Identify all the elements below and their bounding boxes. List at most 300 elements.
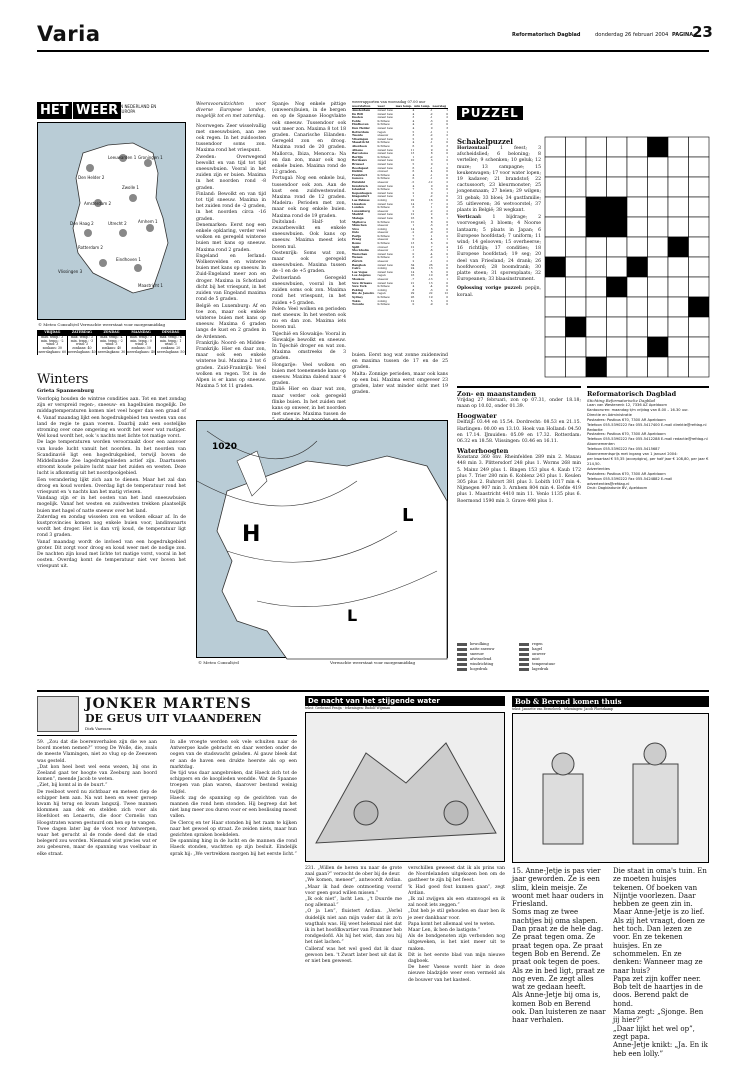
legend-label: hagel [532,647,543,651]
weather-cell: zonnig [377,287,387,292]
crossword-cell[interactable] [648,297,669,317]
header-date: donderdag 26 februari 2004 [595,32,669,38]
weather-cell: Helsinki [352,179,366,184]
forecast-cell: wind: 3 [97,343,127,347]
weather-cell: 0 [446,251,448,256]
crossword-cell[interactable] [545,317,566,337]
verticaal-clues: 1 bijdrage; 2 voorvoegsel; 3 bloem; 4 Noorse lantaarn; 5 plaats in Japan; 6 Europese hoofdstad; 7 uniform; 11 wind; 14 gelooven; 15 overheerse; 16 richtlijn; 17 condities; 18 Europese hoofdstad; 19 seg; 20 deel van Friesland; 24 drank; 26 hoofdwoord; 28 boomdrank; 30 platte steen; 31 sporenplaats; 32 Europeanen; 33 blaasinstrument. [457,215,541,283]
header-rule [37,50,709,52]
weather-cell: Vlissingen [352,136,369,141]
weather-cell: 0 [446,122,448,127]
weather-cell: 34 [410,262,415,267]
nacht-panel [305,712,505,862]
weather-cell: zonnig [377,298,387,303]
weather-cell: 6 [412,165,415,170]
forecast-cell: max. temp.: 3 [38,335,68,339]
crossword-cell[interactable] [607,357,628,377]
weather-cell: -2 [429,122,433,127]
cloud-icon [129,194,137,202]
weather-cell: onweer [377,169,389,174]
forecast-cell: neerslagkans: 30 [97,349,126,354]
crossword-cell[interactable] [668,177,689,197]
weather-cell: 10 [410,158,415,163]
crossword-cell[interactable] [689,237,710,257]
crossword-cell[interactable] [627,337,648,357]
crossword-cell[interactable] [586,157,607,177]
crossword-cell[interactable] [668,257,689,277]
crossword-cell[interactable] [586,217,607,237]
crossword-cell[interactable] [627,257,648,277]
weather-cell: regen [377,291,386,296]
weather-cell: Rome [352,241,361,246]
crossword-cell[interactable] [689,317,710,337]
jonker-subtitle: DE GEUS UIT VLAANDEREN [85,712,262,725]
forecast-cell: max. temp.: 4 [97,335,127,339]
forecast-cell: neerslagkans: 40 [127,349,155,354]
crossword-cell[interactable] [668,137,689,157]
weather-cell: lichtbew. [377,294,391,299]
weather-cell: lichtbew. [377,205,391,210]
crossword-cell[interactable] [627,177,648,197]
crossword-cell[interactable] [648,177,669,197]
weather-cell: 6 [430,269,433,274]
weather-cell: sneeuw [377,277,389,281]
answer-text: pepijn, koraal. [457,286,541,298]
weather-cell: 4 [430,169,433,174]
crossword-cell[interactable] [627,197,648,217]
puzzel-clues [457,146,541,381]
weather-cell: lichtbew. [377,187,391,192]
weather-cell: Athene [352,147,364,152]
jonker-author: Dirk Vaessen [85,726,112,731]
crossword-cell[interactable] [648,237,669,257]
forecast-cell: min. temp.: -3 [67,340,97,344]
crossword-cell[interactable] [545,337,566,357]
crossword-cell[interactable] [627,357,648,377]
forecast-cell: neerslagkans: 40 [68,349,96,354]
crossword-cell[interactable] [689,337,710,357]
legend-label: windrichting [470,662,494,666]
cloud-icon [146,224,154,232]
weather-cell: 2 [430,212,433,217]
crossword-cell[interactable] [566,217,587,237]
weather-cell: 26 [428,262,433,267]
crossword-cell[interactable] [627,137,648,157]
crossword-cell[interactable] [566,137,587,157]
weather-cell: 6 [412,169,415,174]
crossword-cell[interactable] [648,277,669,297]
weather-cell: zwaar bew. [377,111,394,116]
crossword-cell[interactable] [689,197,710,217]
crossword-cell[interactable] [586,177,607,197]
jonker-header [37,696,297,736]
crossword-cell[interactable] [545,237,566,257]
winters-body: Voorlopig houden de wintrse condities aan. Tot en met zondag zijn er verspreid regen-, sneeuw- en hagelbuien mogelijk. De middagtemperaturen komen niet veel hoger dan een graad of 4. Vanaf maandag lijkt een hogedrukgebied ten westen van ons land de regie te gaan voeren. Daarbij zakt een oostelijke stroming over onze omgeving en wordt het weer wat rustiger. Wel koud wordt het, ook 's nachts met lichte tot matige vorst. De lage temperaturen worden veroorzaakt door een aanvoer van koude lucht vanuit het noorden. In het noorden van Scandinavië ligt een hogedrukgebied, terwijl boven de Middellandse Zee lagedrukgebieden actief zijn. Daartussen stroomt koude polaire lucht naar het zuiden en westen. Deze lucht is afkomstig uit het noordpoolgebied. Een verandering lijkt zich aan te dienen. Maar het zal dan droog en koud worden. Overdag ligt de temperatuur rond het vriespunt en 's nachts kan het matig vriezen. Vandaag zijn er in het oosten van het land sneeuwbuien mogelijk. Vanaf het westen en zuidwesten trekken plaatselijk buien met hagel of natte sneeuw over het land. Zaterdag en zondag wisselen zon en wolken elkaar af. In de kustprovincies komen nog enkele buien voor, landinwaarts wordt het droger. Het is dan vrij koud, de temperatuur ligt rond 3 graden. Vanaf maandag wordt de invloed van een hogedrukgebied groter. Dit zorgt voor droog en koud weer met de nodige zon. De nachten zijn koud met lichte tot matige vorst, vooral in het oosten. Overdag komt de temperatuur niet ver boven het vriespunt uit. [37,397,186,570]
legend-symbol-icon [519,658,529,661]
legend-label: sneeuw [470,652,484,656]
crossword-cell[interactable] [668,197,689,217]
weather-cell: zwaar bew. [377,165,394,170]
crossword-cell[interactable] [648,217,669,237]
forecast-cell: zonkans: 20 [156,347,186,351]
weather-cell: 6 [430,226,433,231]
weather-cell: 0 [446,111,448,116]
weather-cell: zwaar bew. [377,158,394,163]
weather-cell: 1 [446,215,448,220]
crossword-cell[interactable] [648,337,669,357]
weather-cell: zonnig [377,226,387,231]
crossword-cell[interactable] [566,317,587,337]
crossword-cell[interactable] [545,137,566,157]
crossword-cell[interactable] [566,337,587,357]
weather-cell: 12 [444,291,448,296]
logo-het: HET [37,102,72,119]
weather-cell: Wenen [352,255,363,260]
city-temp: Arnhem 1 [138,219,158,224]
weather-cell: 13 [410,151,415,156]
weather-cell: zwaar bew. [377,251,394,256]
paper-name: Reformatorisch Dagblad [512,32,581,38]
crossword-cell[interactable] [668,277,689,297]
weather-cell: 5 [412,162,415,166]
crossword-cell[interactable] [545,357,566,377]
weather-cell: Los Angeles [352,273,371,278]
weather-cell: -7 [411,277,415,281]
weather-cell: -3 [429,118,433,123]
weather-cell: Kopenhagen [352,190,372,195]
weather-cell: 0 [430,144,433,149]
crossword-cell[interactable] [689,177,710,197]
nacht-col1: 231. „Willen de heren nu naar de grote zaal gaan?” verzocht de ober bij de deur. „We komen, meneer”, antwoordt Ardian. „Maar ik had deze ontmoeting vooraf voor geen goud willen missen.” „Ik ook niet”, lacht Len. „'t Duurde me nog allemaal.” „O ja Len”, fluistert Ardian. „Verlel duidelijk niet aan mijn vader dat ik zo'n wagthals was. Hij weet helemaal niet dat ik in het hoofdkwartier van Frammer heb rondgeslofd. Als hij het wist, dan zou hij het niet lachen.” Calleraf was het wel goed dat ik daar gewoon ben. 't Zwart later best uit dat ik er niet ben geweest. [305,866,402,965]
weather-cell: 0 [412,237,415,242]
crossword-cell[interactable] [586,337,607,357]
weather-cell: lichtbew. [377,233,391,238]
weather-cell: 12 [410,244,415,249]
weather-cell: zonnig [377,266,387,271]
weather-cell: Las Palmas [352,197,370,202]
legend-symbol-icon [457,643,467,646]
weather-cell: 0 [430,162,433,166]
forecast-cell: max. temp.: 6 [156,335,186,339]
weather-cell: 4 [412,284,415,289]
weather-cell: -2 [429,154,433,159]
crossword-svg[interactable] [545,137,709,377]
crossword-cell[interactable] [586,297,607,317]
crossword-cell[interactable] [627,157,648,177]
weather-cell: 4 [446,244,448,249]
forecast-cell: wind: 3 [126,343,156,347]
weather-cell: 6 [412,144,415,149]
weather-cell: 0 [446,172,448,177]
weather-cell: 14 [410,201,415,206]
crossword-cell[interactable] [566,297,587,317]
weather-cell: zwaar bew. [377,215,394,220]
crossword-cell[interactable] [668,357,689,377]
europe-weather-map [196,420,448,658]
crossword-cell[interactable] [668,157,689,177]
legend-symbol-icon [457,663,467,666]
weather-cell: lichtbew. [377,302,391,307]
weather-cell: 3 [412,133,415,138]
weather-cell: 13 [410,241,415,246]
crossword-cell[interactable] [607,297,628,317]
crossword-cell[interactable] [586,277,607,297]
weather-cell: 26 [410,294,415,299]
weather-cell: lichtbew. [377,219,391,224]
weather-cell: Peking [352,287,363,292]
crossword-cell[interactable] [648,197,669,217]
bob-panel-art [513,714,708,862]
crossword-cell[interactable] [566,197,587,217]
weather-cell: 0 [446,241,448,246]
crossword-cell[interactable] [627,297,648,317]
forecast-cell: zonkans: 40 [67,347,97,351]
weather-cell: lichtbew. [377,144,391,149]
crossword-cell[interactable] [689,277,710,297]
horizontaal-clues: 1 feest; 3 afscheidslied; 6 beloning; 8 verteller; 9 schenken; 10 geluk; 12 muze; 13 campagne; 15 keukenwagen; 17 voor water lopen; 19 kadaver; 21 brandstof; 22 cactussoort; 23 kleurmonster; 25 jongensnaam; 27 heien; 29 wilgen; 31 gebak; 33 bloei; 34 gastfamilie; 35 uitleveren; 36 wetvoorstel; 37 plaats in België; 38 wegkant. [457,146,542,214]
legend-label: lagedruk [532,667,549,671]
weather-cell: 8 [446,273,448,278]
weather-cell: zwaar bew. [377,190,394,195]
weather-cell: -2 [429,194,433,199]
weather-cell: 0 [446,233,448,238]
crossword-cell[interactable] [668,297,689,317]
crossword-cell[interactable] [607,217,628,237]
weather-cell: lichtbew. [377,172,391,177]
weather-cell: 1 [412,194,415,199]
weather-cell: 0 [446,287,448,292]
weather-cell: 8 [430,151,433,156]
crossword-cell[interactable] [648,357,669,377]
weather-cell: sneeuw [377,248,389,253]
crossword-cell[interactable] [607,157,628,177]
forecast-day: MAANDAG [126,331,156,336]
weather-cell: zwaar bew. [377,115,394,120]
crossword-cell[interactable] [607,277,628,297]
crossword-cell[interactable] [627,317,648,337]
weather-cell: 0 [446,302,448,307]
weather-cell: regen [377,129,386,134]
colophon [587,386,709,682]
answer-label: Oplossing vorige puzzel: [457,286,523,292]
crossword-cell[interactable] [607,257,628,277]
bob-col1: 15. Anne-Jetje is pas vier jaar geworden. Ze is een slim, klein meisje. Ze woont met haar ouders in Friesland. Soms mag ze twee nachtjes bij oma slapen. Dan praat ze de hele dag. Ze praat tegen oma. Ze praat tegen opa. Ze praat tegen Bob en Berend. Ze praat ook tegen de poes. Als ze in bed ligt, praat ze nog even. Ze zegt alles wat ze gedaan heeft. Als Anne-Jetje bij oma is, komen Bob en Berend ook. Dan luisteren ze naar haar verhalen. [512,867,606,1025]
city-temp: Maastricht 1 [138,283,163,288]
forecast-cell: min. temp.: 1 [156,340,186,344]
weather-cell: 0 [446,169,448,174]
crossword-cell[interactable] [566,237,587,257]
weather-cell: New Orleans [352,280,372,285]
crossword-cell[interactable] [545,257,566,277]
weather-cell: 3 [430,187,433,192]
cloud-icon [84,229,92,237]
waterhoogten-title: Waterhoogten [457,447,509,456]
weather-cell: 22 [410,197,415,202]
crossword-cell[interactable] [545,177,566,197]
weather-cell: Den Helder [352,126,370,131]
crossword-cell[interactable] [627,217,648,237]
legend-symbol-icon [519,668,529,671]
crossword-cell[interactable] [586,257,607,277]
crossword-cell[interactable] [668,217,689,237]
weather-table-title: weerrapporten van woensdag 07.00 uur [352,100,426,104]
crossword-cell[interactable] [545,297,566,317]
weather-cell: 22 [428,291,433,296]
crossword-cell[interactable] [607,177,628,197]
weather-cell: -1 [429,165,433,170]
weather-cell: 3 [412,115,415,120]
weather-cell: Brussel [352,162,364,166]
crossword-cell[interactable] [668,337,689,357]
weather-cell: 0 [446,165,448,170]
crossword-cell[interactable] [627,277,648,297]
crossword-cell[interactable] [586,197,607,217]
horizontaal-label: Horizontaal: [457,146,490,151]
crossword-cell[interactable] [607,337,628,357]
weather-cell: 15 [410,219,415,224]
crossword-cell[interactable] [566,177,587,197]
weather-cell: 4 [412,108,415,113]
weather-cell: 13 [428,280,433,285]
crossword-cell[interactable] [689,357,710,377]
weather-cell: -3 [429,223,433,228]
weather-cell: lichtbew. [377,176,391,181]
crossword-cell[interactable] [689,297,710,317]
winters-title: Winters [37,372,89,387]
crossword-cell[interactable] [648,157,669,177]
weather-cell: -2 [429,111,433,116]
city-temp: Rotterdam 2 [78,245,103,250]
crossword-cell[interactable] [607,197,628,217]
crossword-cell[interactable] [648,257,669,277]
weather-cell: 4 [412,126,415,131]
weather-cell: 1 [446,162,448,166]
legend-symbol-icon [457,648,467,651]
city-temp: Utrecht 2 [108,221,127,226]
puzzel-logo: PUZZEL [457,106,523,120]
crossword-cell[interactable] [689,257,710,277]
crossword-cell[interactable] [566,357,587,377]
crossword-cell[interactable] [648,137,669,157]
weather-cell: 5 [430,298,433,303]
weather-cell: 3 [446,223,448,228]
europe-map-credit: © Meteo Consult/rd [198,660,239,665]
weather-cell: 13 [428,266,433,271]
weather-cell: Las Vegas [352,269,368,274]
weather-cell: 0 [446,151,448,156]
weather-cell: 6 [430,241,433,246]
crossword-cell[interactable] [566,257,587,277]
forecast-cell: neerslagkans: 50 [156,349,185,354]
weather-cell: Aberdeen [352,144,367,149]
weather-cell: Stockholm [352,248,369,253]
crossword-cell[interactable] [668,237,689,257]
crossword-cell[interactable] [627,237,648,257]
weather-cell: 0 [446,176,448,181]
weather-cell: 2 [446,259,448,264]
weather-cell: 4 [412,183,415,188]
crossword-cell[interactable] [607,317,628,337]
weer-logo [37,102,157,120]
weather-cell: zwaar bew. [377,151,394,156]
hoogwater-text: Delfzijl: 03.44 en 15.54. Dordrecht: 08.53 en 21.15. Harlingen: 00.00 en 13.10. Hoek van Holland: 04.50 en 17.14. IJmuiden: 05.09 en 17.32. Rotterdam: 06.32 en 18.58. Vlissingen: 03.46 en 16.11. [457,420,581,445]
crossword-cell[interactable] [668,317,689,337]
weather-cell: zwaar bew. [377,183,394,188]
legend-label: bewolking [470,642,489,646]
weather-cell: 0 [446,269,448,274]
weather-cell: 7 [430,201,433,206]
legend-label: regen [532,642,543,646]
weather-cell: -2 [429,133,433,138]
forecast-day: VRIJDAG [38,331,68,336]
weather-cell: 16 [410,273,415,278]
weather-cell: 0 [430,126,433,131]
weather-cell: zwaar bew. [377,194,394,199]
bob-sub: tekst: Jannette van Bernebeek · tekeningen: Jacob Ploetzkamp [512,707,613,711]
nacht-comic [305,696,505,1060]
weather-cell: 0 [446,197,448,202]
weather-cell: Maastricht [352,140,370,145]
sun-moon-text: Vrijdag 27 februari, zon op 07.31, onder 18.18; maan op 10.02, onder 01.39. [457,398,581,410]
weather-cell: 0 [446,280,448,285]
weather-cell: 4 [412,122,415,127]
weather-cell: sneeuw [377,230,389,235]
weather-cell: 4 [412,172,415,177]
crossword-cell[interactable] [689,137,710,157]
crossword-cell[interactable] [545,217,566,237]
crossword-cell[interactable] [689,217,710,237]
crossword-cell[interactable] [648,317,669,337]
crossword-cell[interactable] [586,357,607,377]
crossword-cell[interactable] [586,317,607,337]
weather-cell: 1 [446,255,448,260]
crossword-cell[interactable] [586,137,607,157]
weather-cell: 0 [430,136,433,141]
weather-legend [457,642,581,682]
crossword-cell[interactable] [607,137,628,157]
crossword-cell[interactable] [545,157,566,177]
crossword-cell[interactable] [607,237,628,257]
crossword-grid[interactable] [545,137,709,377]
nacht-sub: tekst: Gerbrand Fenijn · tekeningen: Rudolf Wijsman [305,706,391,710]
crossword-cell[interactable] [566,157,587,177]
crossword-cell[interactable] [545,277,566,297]
weather-cell: 16 [428,197,433,202]
forecast-table [37,330,186,355]
weather-cell: 0 [446,140,448,145]
weather-cell: 6 [412,205,415,210]
legend-symbol-icon [457,653,467,656]
weather-cell: zwaar bew. [377,280,394,285]
weather-cell: lichtbew. [377,241,391,246]
colophon-text: Laan van Westenenk 12, 7336 AZ Apeldoorn Kantooruren: maandag t/m vrijdag van 8.00 – 16.30 uur. Directie en Administratie Postadres: Postbus 670, 7300 AR Apeldoorn Telefoon 055-5390222 Fax 055-5417400 E-mail direktie@refdag.nl Redactie Postadres: Postbus 670, 7300 AR Apeldoorn Telefoon 055-5390222 Fax 055-5412288 E-mail redactie@refdag.nl Abonnementen Telefoon 055-5390222 Fax 055-5415687 Abonnementsprijs met ingang van 1 januari 2004: per kwartaal € 55,35 (acceptgiro), per half jaar € 108,80, per jaar € 214,50. Advertenties Postadres: Postbus 670, 7300 AR Apeldoorn Telefoon 055-5390222 Fax 055-5424882 E-mail advertenties@refdag.nl Druk: Dagbladunie BV, Apeldoorn [587,403,709,491]
weather-cell: Berlijn [352,154,363,159]
weather-cell: 0 [446,147,448,152]
weather-cell: Amsterdam [352,108,370,113]
weather-cell: -6 [429,248,433,253]
puzzel-title: Schakelpuzzel [457,137,513,146]
crossword-cell[interactable] [566,277,587,297]
weather-cell: 2 [412,259,415,264]
weather-cell: 12 [410,298,415,303]
crossword-cell[interactable] [689,157,710,177]
weather-cell: 2 [446,201,448,206]
crossword-cell[interactable] [586,237,607,257]
weather-cell: Twente [352,133,364,138]
crossword-cell[interactable] [545,197,566,217]
weather-cell: sneeuw [377,179,389,184]
weather-cell: -1 [429,129,433,134]
